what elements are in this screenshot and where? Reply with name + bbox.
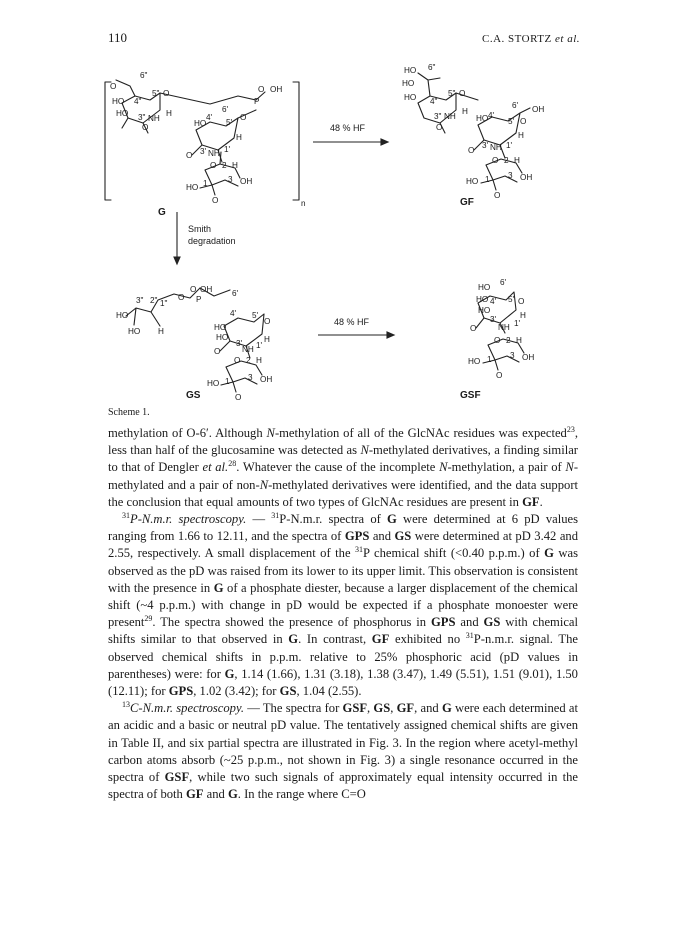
atom-label: 4" <box>134 97 142 106</box>
atom-label: 6" <box>428 63 436 72</box>
atom-label: OH <box>260 375 273 384</box>
text-run: -methylation, a pair of <box>447 460 566 475</box>
atom-label: 1' <box>256 341 263 350</box>
compound-label-gf: GF <box>460 197 474 208</box>
compound-label-gsf: GSF <box>460 390 481 401</box>
atom-label: H <box>462 107 468 116</box>
atom-label: P <box>254 97 260 106</box>
atom-label: 4' <box>488 111 495 120</box>
text-run: — The spectra for <box>244 701 343 716</box>
compound-ref: GF <box>186 787 204 802</box>
atom-label: O <box>496 371 503 380</box>
atom-label: H <box>514 156 520 165</box>
atom-label: HO <box>404 93 417 102</box>
atom-label: 2" <box>150 296 158 305</box>
compound-ref: GPS <box>431 615 456 630</box>
atom-label: HO <box>466 177 479 186</box>
compound-ref: G <box>544 546 554 561</box>
text-run: , <box>390 701 397 716</box>
atom-label: OH <box>240 177 253 186</box>
atom-label: O <box>520 117 527 126</box>
atom-label: 6' <box>222 105 229 114</box>
text-run: N <box>259 477 269 492</box>
compound-ref: G <box>224 666 235 681</box>
atom-label: O <box>492 156 499 165</box>
atom-label: 2 <box>246 356 251 365</box>
atom-label: HO <box>468 357 481 366</box>
atom-label: OH <box>520 173 533 182</box>
atom-label: 6' <box>512 101 519 110</box>
atom-label: H <box>516 336 522 345</box>
running-head-etal: et al. <box>555 33 580 45</box>
atom-label: 3 <box>248 373 253 382</box>
atom-label: O <box>190 285 197 294</box>
atom-label: HO <box>214 323 227 332</box>
text-run: exhibited no <box>389 632 466 647</box>
atom-label: 3 <box>510 351 515 360</box>
text-run: of a phosphate diester, because a larger displacement of the chemical shift (~4 p.p.m.) with change in pD would be expected if a phosphate monoester were present <box>108 580 578 630</box>
text-run: -methylation of all of the GlcNAc residues was expected <box>274 426 567 440</box>
compound-ref: GS <box>373 701 391 716</box>
isotope-superscript: 31 <box>465 631 474 641</box>
text-run: . In the range where C=O <box>237 787 366 802</box>
body-text <box>108 425 578 803</box>
atom-label: 4' <box>206 113 213 122</box>
text-run: were determined at 6 pD values ranging from 1.66 to 12.11, and the spectra of <box>108 512 578 544</box>
atom-label: 1' <box>506 141 513 150</box>
atom-label: 1' <box>224 145 231 154</box>
atom-label: O <box>178 293 185 302</box>
text-run: , and <box>414 701 442 716</box>
paragraph-13c-nmr <box>108 700 578 803</box>
atom-label: NH <box>208 149 220 158</box>
atom-label: HO <box>476 295 489 304</box>
reagent-hf-label: 48 % HF <box>330 123 366 133</box>
atom-label: 3' <box>482 141 489 150</box>
atom-label: 5' <box>226 118 233 127</box>
paragraph-31p-nmr <box>108 511 578 700</box>
atom-label: 3' <box>490 315 497 324</box>
atom-label: HO <box>207 379 220 388</box>
atom-label: 3 <box>228 175 233 184</box>
text-run: were each determined at an acidic and a basic or neutral pD value. The tentatively assigned chemical shifts are given in Table II, and six partial spectra are illustrated in Fig. 3. In the region where acetyl-methyl carbon atoms absorb (~25 p.p.m., not shown in Fig. 3) a single resonance occurred in the spectra of <box>108 701 578 785</box>
text-run: -methylated and a pair of non- <box>108 460 579 492</box>
text-run: -methylated derivatives were identified, and the data support the conclusion that equal amounts of two types of GlcNAc residues are present in <box>108 477 579 509</box>
atom-label: H <box>236 133 242 142</box>
atom-label: NH <box>444 112 456 121</box>
compound-label-gs: GS <box>186 390 201 401</box>
citation-superscript: 29 <box>144 614 153 624</box>
section-heading: P-N.m.r. spectroscopy. <box>130 512 247 527</box>
atom-label: O <box>436 123 443 132</box>
atom-label: 3' <box>236 339 243 348</box>
text-run: . The spectra showed the presence of phosphorus in <box>152 615 432 630</box>
atom-label: 3" <box>136 296 144 305</box>
atom-label: HO <box>402 79 415 88</box>
atom-label: H <box>518 131 524 140</box>
atom-label: H <box>166 109 172 118</box>
compound-ref: GS <box>394 529 412 544</box>
atom-label: HO <box>112 97 125 106</box>
atom-label: 3' <box>200 147 207 156</box>
atom-label: OH <box>270 85 283 94</box>
compound-ref: GF <box>396 701 415 716</box>
atom-label: 1" <box>160 299 168 308</box>
atom-label: NH <box>148 114 160 123</box>
reagent-hf-label-2: 48 % HF <box>334 317 370 327</box>
text-run: N <box>266 426 275 440</box>
atom-label: 4' <box>230 309 237 318</box>
compound-ref: G <box>387 512 397 527</box>
scheme-1-figure <box>0 0 680 420</box>
atom-label: O <box>210 161 217 170</box>
compound-ref: GSF <box>164 770 190 785</box>
atom-label: O <box>258 85 265 94</box>
atom-label: O <box>163 89 170 98</box>
atom-label: OH <box>522 353 535 362</box>
atom-label: HO <box>478 283 491 292</box>
atom-label: 6" <box>140 71 148 80</box>
atom-label: HO <box>186 183 199 192</box>
atom-label: HO <box>128 327 141 336</box>
compound-ref: G <box>227 787 238 802</box>
text-run: P chemical shift (<0.40 p.p.m.) of <box>363 546 545 561</box>
text-run: P-n.m.r. signal. The observed chemical shifts in p.p.m. relative to 25% phosphoric acid (pD values in parentheses) were: for <box>108 632 578 681</box>
atom-label: 1' <box>514 319 521 328</box>
text-run: -methylated derivatives, a finding similar to that of Dengler <box>108 443 578 475</box>
text-run: and <box>369 529 395 544</box>
text-run: P-N.m.r. spectra of <box>279 512 387 527</box>
isotope-superscript: 31 <box>355 545 364 555</box>
atom-label: O <box>468 146 475 155</box>
atom-label: H <box>232 161 238 170</box>
atom-label: HO <box>194 119 207 128</box>
text-run: and <box>203 787 228 802</box>
compound-ref: GPS <box>344 529 370 544</box>
page-number: 110 <box>108 30 128 45</box>
text-run: N <box>360 443 369 458</box>
atom-label: NH <box>490 143 502 152</box>
atom-label: 1 <box>485 175 490 184</box>
compound-ref: GF <box>371 632 390 647</box>
text-run: , <box>367 701 374 716</box>
text-run: . In contrast, <box>298 632 372 647</box>
atom-label: 1 <box>203 179 208 188</box>
text-run: , while two such signals of approximately equal intensity occurred in the spectra of both <box>108 770 578 802</box>
atom-label: O <box>264 317 271 326</box>
compound-ref: G <box>441 701 452 716</box>
reagent-smith-label: Smith <box>188 224 212 234</box>
atom-label: H <box>158 327 164 336</box>
compound-ref: GPS <box>168 684 194 699</box>
atom-label: H <box>264 335 270 344</box>
atom-label: OH <box>532 105 545 114</box>
atom-label: O <box>470 324 477 333</box>
compound-ref: GS <box>483 615 501 630</box>
atom-label: O <box>459 89 466 98</box>
atom-label: 2 <box>222 161 227 170</box>
text-run: N <box>439 460 448 475</box>
atom-label: O <box>142 123 149 132</box>
atom-label: 6' <box>232 289 239 298</box>
atom-label: HO <box>476 114 489 123</box>
atom-label: n <box>301 199 306 208</box>
atom-label: O <box>110 82 117 91</box>
atom-label: O <box>240 113 247 122</box>
atom-label: 4' <box>490 297 497 306</box>
paragraph-methylation <box>108 425 578 511</box>
text-run: — <box>246 512 272 527</box>
section-heading: C-N.m.r. spectroscopy. <box>130 701 245 716</box>
compound-ref: GSF <box>342 701 368 716</box>
atom-label: HO <box>216 333 229 342</box>
atom-label: 5" <box>152 89 160 98</box>
atom-label: 3" <box>434 112 442 121</box>
atom-label: P <box>196 295 202 304</box>
atom-label: 2 <box>504 156 509 165</box>
running-head-author: C.A. STORTZ <box>482 33 552 45</box>
atom-label: HO <box>478 306 491 315</box>
text-run: , 1.04 (2.55). <box>296 684 362 699</box>
atom-label: 3" <box>138 113 146 122</box>
isotope-superscript: 31 <box>122 510 130 520</box>
atom-label: 1 <box>225 377 230 386</box>
atom-label: NH <box>498 323 510 332</box>
text-run: were determined at pD 3.42 and 2.55, respectively. A small displacement of the <box>108 529 579 561</box>
citation-superscript: 28 <box>228 459 237 469</box>
atom-label: HO <box>404 66 417 75</box>
atom-label: O <box>494 336 501 345</box>
compound-ref: G <box>288 632 299 647</box>
text-run: , 1.14 (1.66), 1.31 (3.18), 1.38 (3.47), 1.49 (5.51), 1.51 (9.01), 1.50 (12.11); for <box>108 666 578 699</box>
atom-label: O <box>235 393 242 402</box>
atom-label: 6' <box>500 278 507 287</box>
atom-label: 1 <box>487 355 492 364</box>
compound-ref: GF <box>522 494 540 509</box>
text-run: , less than half of the glucosamine was detected as <box>108 426 578 458</box>
atom-label: 2 <box>506 336 511 345</box>
reagent-degradation-label: degradation <box>188 236 236 246</box>
atom-label: O <box>214 347 221 356</box>
citation-superscript: 23 <box>566 424 575 434</box>
text-run: et al. <box>202 460 229 475</box>
atom-label: 5' <box>508 117 515 126</box>
compound-ref: G <box>213 580 224 595</box>
text-run: N <box>565 460 574 475</box>
atom-label: HO <box>116 311 129 320</box>
text-run: . <box>539 494 543 509</box>
atom-label: O <box>186 151 193 160</box>
atom-label: H <box>520 311 526 320</box>
text-run: . Whatever the cause of the incomplete <box>236 460 440 475</box>
isotope-superscript: 13 <box>122 700 130 710</box>
compound-label-g: G <box>158 207 166 218</box>
atom-label: HO <box>116 109 129 118</box>
atom-label: OH <box>200 285 213 294</box>
atom-label: O <box>494 191 501 200</box>
atom-label: O <box>518 297 525 306</box>
atom-label: 3 <box>508 171 513 180</box>
atom-label: 5" <box>448 89 456 98</box>
atom-label: H <box>256 356 262 365</box>
text-run: and <box>455 615 484 630</box>
scheme-caption: Scheme 1. <box>108 407 150 418</box>
text-run: , 1.02 (3.42); for <box>193 684 280 699</box>
text-run: was observed as the pD was raised from its lower to its upper limit. This observation is consistent with the presence in <box>108 546 579 595</box>
atom-label: 4" <box>430 97 438 106</box>
compound-ref: GS <box>279 684 297 699</box>
atom-label: NH <box>242 345 254 354</box>
atom-label: 5' <box>252 311 259 320</box>
text-run: methylation of O-6′. Although <box>108 426 267 440</box>
text-run: with chemical shifts similar to that observed in <box>108 615 579 647</box>
isotope-superscript: 31 <box>271 510 280 520</box>
atom-label: O <box>234 356 241 365</box>
atom-label: 5' <box>508 295 515 304</box>
atom-label: O <box>212 196 219 205</box>
